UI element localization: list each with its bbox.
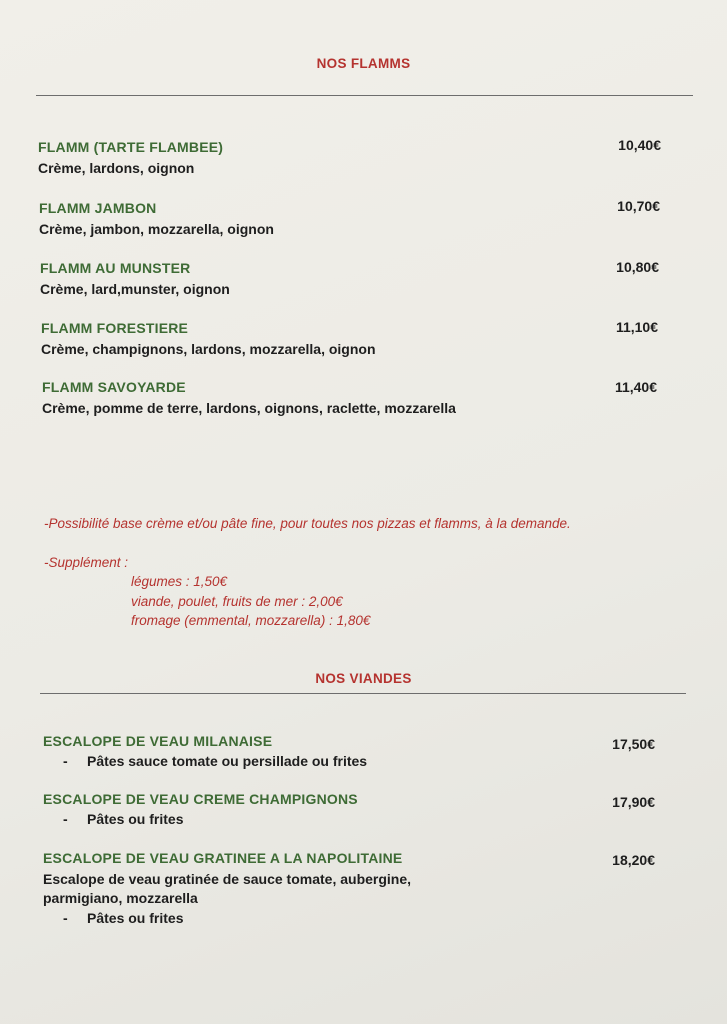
item-option [43, 910, 411, 926]
item-name: FLAMM SAVOYARDE [42, 379, 186, 395]
bullet-dash: - [63, 910, 68, 926]
item-name: ESCALOPE DE VEAU GRATINEE A LA NAPOLITAINE [43, 850, 403, 866]
item-price: 10,70€ [617, 198, 660, 214]
bullet-dash: - [63, 811, 68, 827]
item-name: ESCALOPE DE VEAU MILANAISE [43, 733, 273, 749]
item-name: FLAMM JAMBON [39, 200, 157, 216]
menu-item-escalope-creme-champignons [43, 791, 358, 827]
item-price: 11,10€ [615, 319, 658, 335]
item-option-text: Pâtes ou frites [87, 910, 184, 926]
item-name: ESCALOPE DE VEAU CREME CHAMPIGNONS [43, 791, 358, 807]
item-description: Crème, pomme de terre, lardons, oignons, raclette, mozzarella [42, 400, 456, 416]
item-price: 17,50€ [612, 736, 655, 752]
menu-item-flamm-forestiere [41, 320, 376, 357]
supplement-cheese: fromage (emmental, mozzarella) : 1,80€ [131, 613, 371, 628]
item-description: Escalope de veau gratinée de sauce tomate, aubergine, [43, 871, 412, 887]
item-option-text: Pâtes ou frites [87, 811, 184, 827]
item-option [43, 811, 358, 827]
menu-item-flamm-munster [40, 260, 230, 297]
item-description: Crème, champignons, lardons, mozzarella, oignon [41, 341, 376, 357]
item-name: FLAMM FORESTIERE [41, 320, 189, 336]
supplement-meat: viande, poulet, fruits de mer : 2,00€ [131, 594, 343, 609]
bullet-dash: - [63, 753, 68, 769]
item-name: FLAMM AU MUNSTER [40, 260, 191, 276]
supplement-vegetables: légumes : 1,50€ [131, 574, 228, 589]
item-price: 11,40€ [614, 379, 657, 395]
menu-item-flamm-savoyarde [42, 379, 456, 416]
section-title-viandes: NOS VIANDES [315, 671, 412, 686]
section-divider [36, 95, 693, 96]
item-option [43, 753, 367, 769]
item-description: Crème, lardons, oignon [38, 160, 195, 176]
item-option-text: Pâtes sauce tomate ou persillade ou frites [87, 753, 368, 769]
item-price: 18,20€ [612, 852, 655, 868]
item-name: FLAMM (TARTE FLAMBEE) [38, 139, 224, 155]
item-description: parmigiano, mozzarella [43, 890, 198, 906]
item-price: 10,80€ [616, 259, 659, 275]
base-note: -Possibilité base crème et/ou pâte fine, pour toutes nos pizzas et flamms, à la demande. [44, 516, 571, 531]
section-divider [40, 693, 686, 694]
item-description: Crème, jambon, mozzarella, oignon [39, 221, 274, 237]
item-price: 10,40€ [618, 137, 661, 153]
section-title-flamms: NOS FLAMMS [316, 56, 411, 71]
menu-item-escalope-napolitaine [43, 850, 411, 926]
menu-item-flamm-tarte-flambee [38, 139, 223, 176]
item-price: 17,90€ [612, 794, 655, 810]
item-description: Crème, lard,munster, oignon [40, 281, 230, 297]
supplement-title: -Supplément : [44, 555, 129, 570]
menu-item-escalope-milanaise [43, 733, 367, 769]
menu-item-flamm-jambon [39, 200, 274, 237]
